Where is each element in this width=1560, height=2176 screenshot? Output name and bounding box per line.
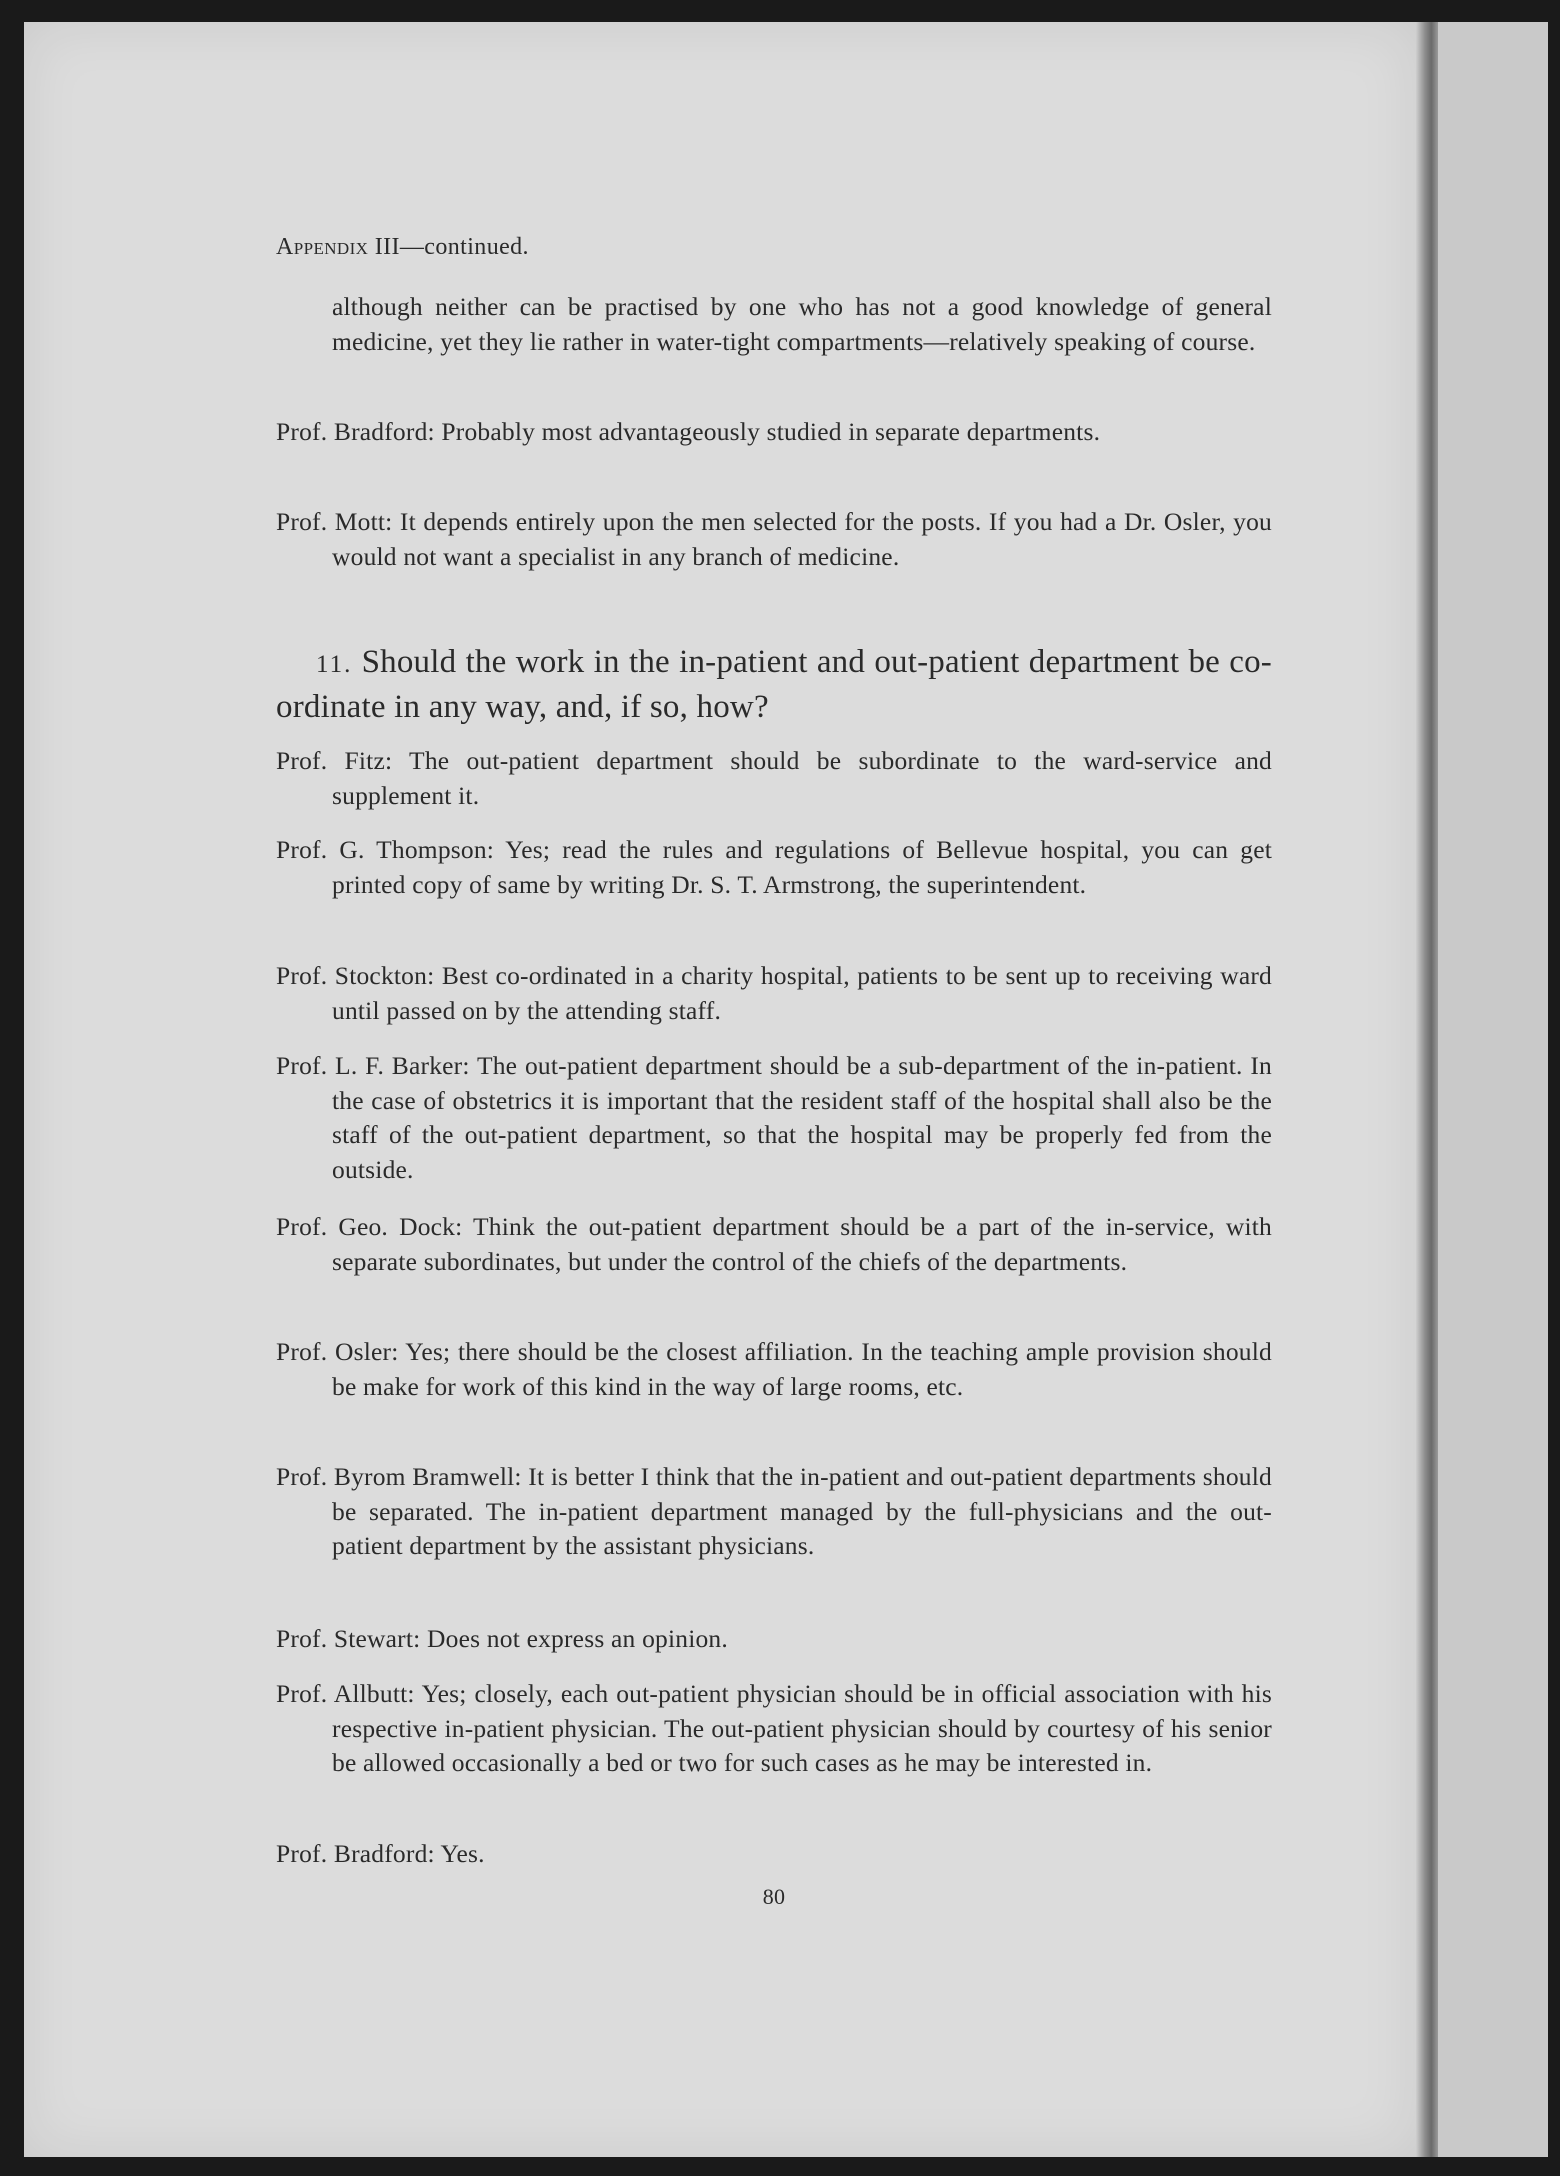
answer-text: Yes. — [434, 1839, 485, 1868]
answer-speaker: Prof. Osler: — [276, 1337, 399, 1366]
answer-speaker: Prof. G. Thompson: — [276, 835, 495, 864]
answer-entry — [276, 1677, 1272, 1781]
answer-entry — [276, 1049, 1272, 1187]
answer-speaker: Prof. Stockton: — [276, 961, 435, 990]
book-spine — [1416, 22, 1438, 2157]
answer-entry — [276, 959, 1272, 1028]
appendix-label: Appendix — [276, 234, 369, 260]
answer-speaker: Prof. Geo. Dock: — [276, 1212, 463, 1241]
answer-speaker: Prof. Stewart: — [276, 1624, 421, 1653]
answer-speaker: Prof. Allbutt: — [276, 1679, 415, 1708]
book-page — [24, 22, 1416, 2157]
answer-speaker: Prof. Mott: — [276, 507, 393, 536]
answer-entry — [276, 1622, 1272, 1657]
answer-entry — [276, 1837, 1272, 1872]
question-text: Should the work in the in-patient and out-patient department be co-ordinate in any way, and, if so, how? — [276, 644, 1272, 725]
running-heading — [276, 230, 529, 265]
answer-text: Best co-ordinated in a charity hospital, patients to be sent up to receiving ward until passed on by the attending staff. — [332, 961, 1272, 1025]
answer-text: Does not express an opinion. — [420, 1624, 728, 1653]
answer-speaker: Prof. Fitz: — [276, 746, 393, 775]
answer-text: The out-patient department should be subordinate to the ward-service and supplement it. — [332, 746, 1272, 810]
answer-text: Yes; read the rules and regulations of Bellevue hospital, you can get printed copy of same by writing Dr. S. T. Armstrong, the superintendent. — [332, 835, 1273, 899]
answer-speaker: Prof. Byrom Bramwell: — [276, 1462, 522, 1491]
adjacent-page-edge — [1438, 22, 1548, 2157]
answer-entry — [276, 415, 1272, 450]
answer-text: Yes; closely, each out-patient physician should be in official association with his respective in-patient physician. The out-patient physician should by courtesy of his senior be allowed occasionally a bed or two for such cases as he may be interested in. — [332, 1679, 1272, 1777]
answer-text: It is better I think that the in-patient and out-patient departments should be separated. The in-patient department managed by the full-physicians and the out-patient department by the assistant physicians. — [332, 1462, 1272, 1560]
page-number: 80 — [762, 1884, 786, 1909]
appendix-suffix: III—continued. — [368, 234, 529, 260]
answer-speaker: Prof. Bradford: — [276, 417, 435, 446]
answer-speaker: Prof. L. F. Barker: — [276, 1051, 470, 1080]
continued-paragraph: although neither can be practised by one who has not a good knowledge of general medicine, yet they lie rather in water-tight compartments—relatively speaking of course. — [332, 292, 1272, 356]
answer-text: The out-patient department should be a sub-department of the in-patient. In the case of obstetrics it is important that the resident staff of the hospital shall also be the staff of the out-patient department, so that the hospital may be properly fed from the outside. — [332, 1051, 1272, 1184]
question-heading — [276, 641, 1272, 728]
answer-entry — [276, 833, 1272, 902]
answer-entry — [276, 1460, 1272, 1564]
answer-text: Think the out-patient department should be a part of the in-service, with separate subordinates, but under the control of the chiefs of the departments. — [332, 1212, 1273, 1276]
question-number: 11. — [316, 651, 353, 678]
answer-entry — [276, 1335, 1272, 1404]
answer-speaker: Prof. Bradford: — [276, 1839, 435, 1868]
answer-entry — [276, 1210, 1272, 1279]
answer-text: Yes; there should be the closest affiliation. In the teaching ample provision should be make for work of this kind in the way of large rooms, etc. — [332, 1337, 1272, 1401]
answer-text: Probably most advantageously studied in separate departments. — [434, 417, 1101, 446]
answer-entry — [276, 744, 1272, 813]
answer-entry — [276, 505, 1272, 574]
answer-text: It depends entirely upon the men selected for the posts. If you had a Dr. Osler, you would not want a specialist in any branch of medicine. — [332, 507, 1273, 571]
